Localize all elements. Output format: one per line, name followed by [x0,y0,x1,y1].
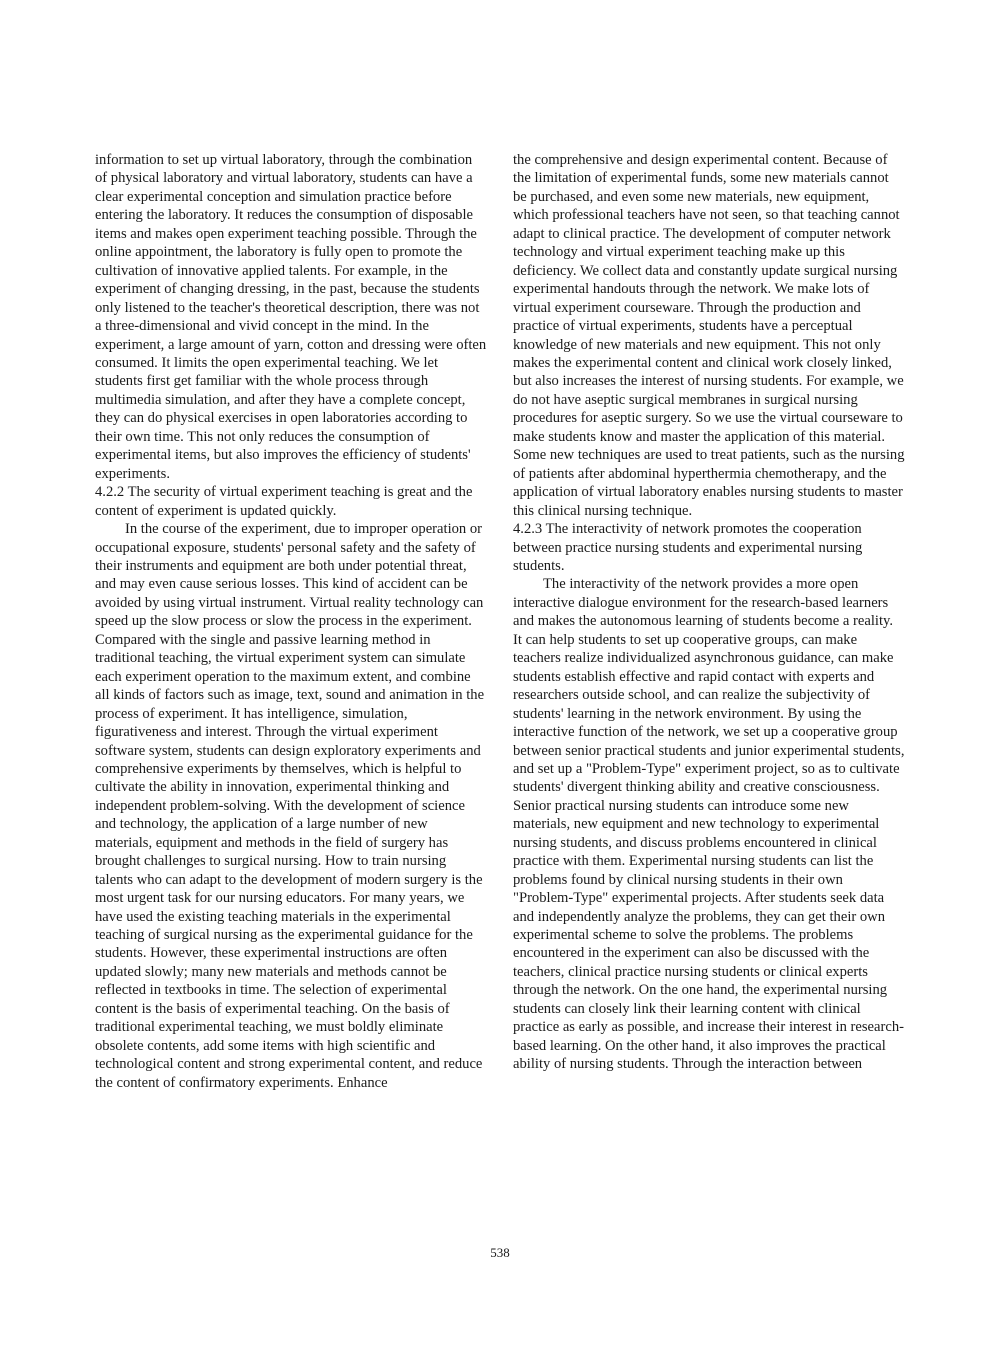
section-heading-4-2-3: 4.2.3 The interactivity of network promotes the cooperation between practice nursing students and experimental nursing students. [513,521,863,574]
paragraph-continued: information to set up virtual laboratory, through the combination of physical laboratory and virtual laboratory, students can have a clear experimental conception and simulation practice before entering the laboratory. It reduces the consumption of disposable items and makes open experiment teaching possible. Through the online appointment, the laboratory is fully open to promote the cultivation of innovative applied talents. For example, in the experiment of changing dressing, in the past, because the students only listened to the teacher's theoretical description, there was not a three-dimensional and vivid concept in the mind. In the experiment, a large amount of yarn, cotton and dressing were often consumed. It limits the open experimental teaching. We let students first get familiar with the whole process through multimedia simulation, and after they have a complete concept, they can do physical exercises in open laboratories according to their own time. This not only reduces the consumption of experimental items, but also improves the efficiency of students' experiments. [95,152,487,482]
right-column [513,151,905,1074]
left-column [95,151,487,1092]
paragraph-continued-right: the comprehensive and design experimental content. Because of the limitation of experimental funds, some new materials cannot be purchased, and even some new materials, new equipment, which professional teachers have not seen, so that teaching cannot adapt to clinical practice. The development of computer network technology and virtual experiment teaching make up this deficiency. We collect data and constantly update surgical nursing experimental handouts through the network. We make lots of virtual experiment courseware. Through the production and practice of virtual experiments, students have a perceptual knowledge of new materials and new equipment. This not only makes the experimental content and clinical work closely linked, but also increases the interest of nursing students. For example, we do not have aseptic surgical membranes in surgical nursing procedures for aseptic surgery. So we use the virtual courseware to make students know and master the application of this material. Some new techniques are used to treat patients, such as the nursing of patients after abdominal hyperthermia chemotherapy, and the application of virtual laboratory enables nursing students to master this clinical nursing technique. [513,152,905,519]
page-number: 538 [490,1245,510,1260]
paragraph-interactivity: The interactivity of the network provides a more open interactive dialogue environment for the research-based learners and makes the autonomous learning of students become a reality. It can help students to set up cooperative groups, can make teachers realize individualized asynchronous guidance, can make students establish effective and rapid contact with experts and researchers outside school, and can realize the subjectivity of students' learning in the network environment. By using the interactive function of the network, we set up a cooperative group between senior practical students and junior experimental students, and set up a "Problem-Type" experiment project, so as to cultivate students' divergent thinking ability and creative consciousness. Senior practical nursing students can introduce some new materials, new equipment and new technology to experimental nursing students, and discuss problems encountered in clinical practice with them. Experimental nursing students can list the problems found by clinical nursing students in their own "Problem-Type" experimental projects. After students seek data and independently analyze the problems, they can get their own experimental scheme to solve the problems. The problems encountered in the experiment can also be discussed with the teachers, clinical practice nursing students or clinical experts through the network. On the one hand, the experimental nursing students can closely link their learning content with clinical practice as early as possible, and increase their interest in research-based learning. On the other hand, it also improves the practical ability of nursing students. Through the interaction between [513,576,905,1073]
paragraph-security: In the course of the experiment, due to improper operation or occupational exposure, students' personal safety and the safety of their instruments and equipment are both under potential threat, and may even cause serious losses. This kind of accident can be avoided by using virtual instrument. Virtual reality technology can speed up the slow process or slow the process in the experiment. Compared with the single and passive learning method in traditional teaching, the virtual experiment system can simulate each experiment operation to the maximum extent, and combine all kinds of factors such as image, text, sound and animation in the process of experiment. It has intelligence, simulation, figurativeness and interest. Through the virtual experiment software system, students can design exploratory experiments and comprehensive experiments by themselves, which is helpful to cultivate the ability in innovation, experimental thinking and independent problem-solving. With the development of science and technology, the application of a large number of new materials, equipment and methods in the field of surgery has brought challenges to surgical nursing. How to train nursing talents who can adapt to the development of modern surgery is the most urgent task for our nursing educators. For many years, we have used the existing teaching materials in the experimental teaching of surgical nursing as the experimental guidance for the students. However, these experimental instructions are often updated slowly; many new materials and methods cannot be reflected in textbooks in time. The selection of experimental content is the basis of experimental teaching. On the basis of traditional experimental teaching, we must boldly eliminate obsolete contents, add some items with high scientific and technological content and strong experimental content, and reduce the content of confirmatory experiments. Enhance [95,521,485,1091]
section-heading-4-2-2: 4.2.2 The security of virtual experiment teaching is great and the content of experiment is updated quickly. [95,484,473,519]
